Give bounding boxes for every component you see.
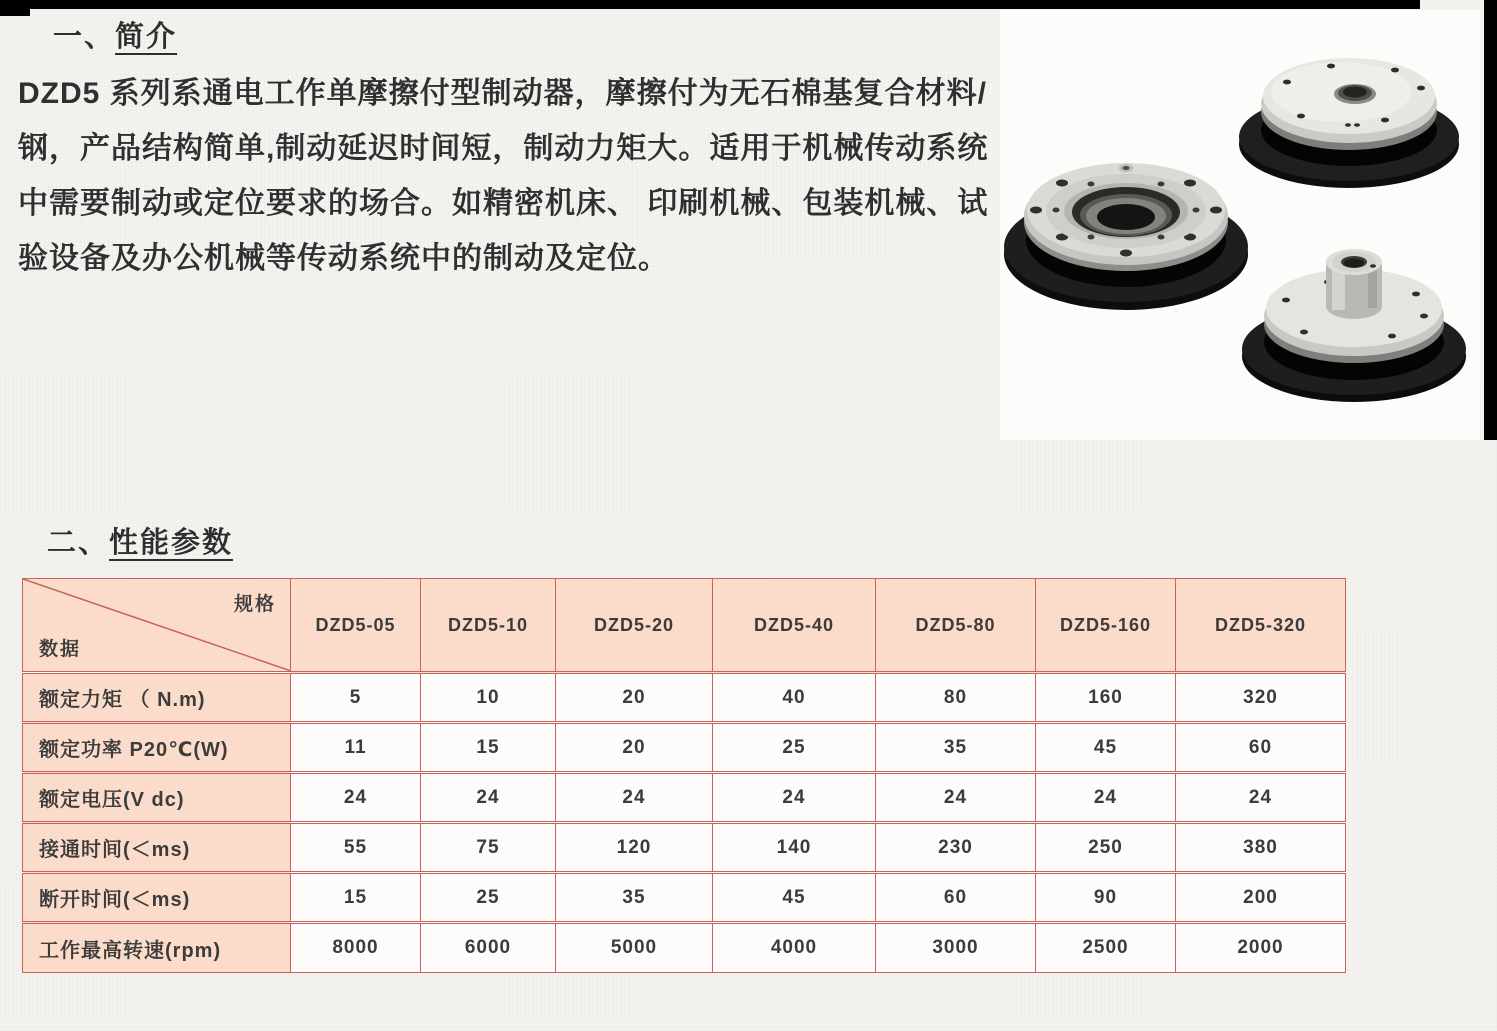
scan-edge-top bbox=[0, 0, 1420, 9]
cell-value: 24 bbox=[713, 773, 876, 823]
cell-value: 3000 bbox=[876, 923, 1036, 973]
column-header: DZD5-80 bbox=[876, 579, 1036, 673]
cell-value: 15 bbox=[291, 873, 421, 923]
scan-edge-top-left bbox=[0, 0, 30, 16]
cell-value: 20 bbox=[556, 673, 713, 723]
cell-value: 8000 bbox=[291, 923, 421, 973]
scan-edge-right bbox=[1484, 0, 1497, 440]
cell-value: 40 bbox=[713, 673, 876, 723]
cell-value: 24 bbox=[421, 773, 556, 823]
cell-value: 25 bbox=[713, 723, 876, 773]
column-header: DZD5-160 bbox=[1036, 579, 1176, 673]
corner-label-spec: 规格 bbox=[233, 594, 276, 615]
cell-value: 90 bbox=[1036, 873, 1176, 923]
cell-value: 35 bbox=[556, 873, 713, 923]
cell-value: 2500 bbox=[1036, 923, 1176, 973]
cell-value: 140 bbox=[713, 823, 876, 873]
section-intro-number: 一、 bbox=[53, 21, 116, 53]
cell-value: 160 bbox=[1036, 673, 1176, 723]
table-corner-cell bbox=[23, 579, 291, 673]
section-intro-label: 简介 bbox=[115, 21, 178, 53]
table-row bbox=[23, 823, 1346, 873]
cell-value: 25 bbox=[421, 873, 556, 923]
cell-value: 200 bbox=[1176, 873, 1346, 923]
cell-value: 5 bbox=[291, 673, 421, 723]
corner-label-data: 数据 bbox=[39, 639, 82, 660]
cell-value: 75 bbox=[421, 823, 556, 873]
table-row bbox=[23, 723, 1346, 773]
cell-value: 230 bbox=[876, 823, 1036, 873]
cell-value: 80 bbox=[876, 673, 1036, 723]
intro-line: DZD5 系列系通电工作单摩擦付型制动器，摩擦付为无石棉基复合材料/ bbox=[18, 77, 988, 110]
cell-value: 60 bbox=[876, 873, 1036, 923]
cell-value: 24 bbox=[1176, 773, 1346, 823]
intro-line: 钢，产品结构简单,制动延迟时间短，制动力矩大。适用于机械传动系统 bbox=[18, 132, 989, 165]
cell-value: 120 bbox=[556, 823, 713, 873]
intro-line: 中需要制动或定位要求的场合。如精密机床、 印刷机械、包装机械、试 bbox=[18, 187, 989, 220]
cell-value: 24 bbox=[876, 773, 1036, 823]
column-header: DZD5-20 bbox=[556, 579, 713, 673]
section-params-title bbox=[47, 520, 233, 561]
cell-value: 24 bbox=[556, 773, 713, 823]
cell-value: 60 bbox=[1176, 723, 1346, 773]
cell-value: 320 bbox=[1176, 673, 1346, 723]
row-label: 接通时间(＜ms) bbox=[23, 823, 291, 873]
column-header: DZD5-320 bbox=[1176, 579, 1346, 673]
intro-paragraph bbox=[18, 66, 1018, 286]
product-photo-flat-brake bbox=[1237, 26, 1465, 190]
column-header: DZD5-05 bbox=[291, 579, 421, 673]
cell-value: 5000 bbox=[556, 923, 713, 973]
product-photo-hub-brake bbox=[1240, 206, 1472, 413]
row-label: 额定功率 P20℃(W) bbox=[23, 723, 291, 773]
column-header: DZD5-10 bbox=[421, 579, 556, 673]
cell-value: 20 bbox=[556, 723, 713, 773]
cell-value: 380 bbox=[1176, 823, 1346, 873]
table-row bbox=[23, 773, 1346, 823]
cell-value: 250 bbox=[1036, 823, 1176, 873]
row-label: 额定电压(V dc) bbox=[23, 773, 291, 823]
spec-table bbox=[22, 578, 1346, 973]
cell-value: 2000 bbox=[1176, 923, 1346, 973]
cell-value: 6000 bbox=[421, 923, 556, 973]
cell-value: 45 bbox=[713, 873, 876, 923]
intro-line: 验设备及办公机械等传动系统中的制动及定位。 bbox=[18, 242, 669, 275]
cell-value: 15 bbox=[421, 723, 556, 773]
table-row bbox=[23, 673, 1346, 723]
row-label: 额定力矩 （ N.m) bbox=[23, 673, 291, 723]
cell-value: 24 bbox=[1036, 773, 1176, 823]
section-params-number: 二、 bbox=[47, 527, 110, 559]
column-header: DZD5-40 bbox=[713, 579, 876, 673]
cell-value: 11 bbox=[291, 723, 421, 773]
cell-value: 24 bbox=[291, 773, 421, 823]
cell-value: 10 bbox=[421, 673, 556, 723]
cell-value: 35 bbox=[876, 723, 1036, 773]
cell-value: 4000 bbox=[713, 923, 876, 973]
table-row bbox=[23, 923, 1346, 973]
section-params-label: 性能参数 bbox=[109, 527, 234, 559]
product-photo-ring-brake bbox=[1000, 128, 1252, 316]
table-header-row bbox=[23, 579, 1346, 673]
section-intro-title bbox=[53, 14, 177, 55]
cell-value: 45 bbox=[1036, 723, 1176, 773]
table-row bbox=[23, 873, 1346, 923]
cell-value: 55 bbox=[291, 823, 421, 873]
row-label: 断开时间(＜ms) bbox=[23, 873, 291, 923]
row-label: 工作最高转速(rpm) bbox=[23, 923, 291, 973]
